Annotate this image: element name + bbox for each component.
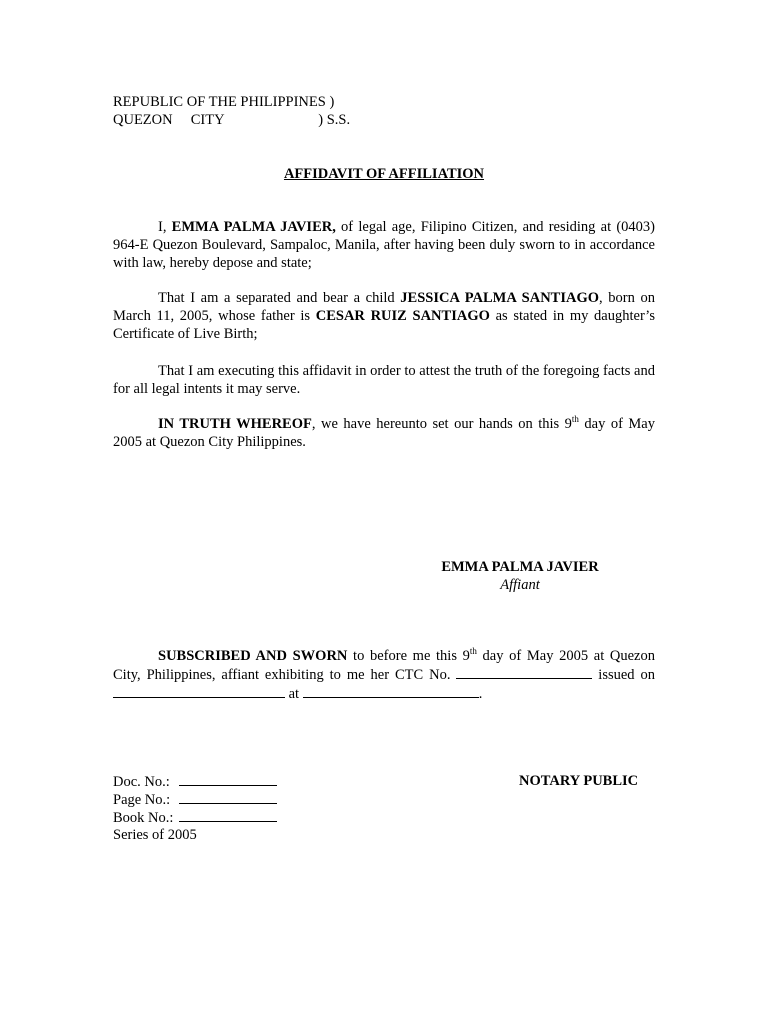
jurat-end: . <box>478 686 483 702</box>
paragraph-jurat <box>113 647 655 703</box>
father-name: CESAR RUIZ SANTIAGO <box>315 308 490 324</box>
truth-whereof: IN TRUTH WHEREOF <box>158 416 312 432</box>
subscribed-sworn: SUBSCRIBED AND SWORN <box>158 648 348 664</box>
book-no-label: Book No.: <box>113 810 174 826</box>
affiant-name: EMMA PALMA JAVIER, <box>171 219 336 235</box>
book-no-row <box>113 808 277 826</box>
notary-public-label: NOTARY PUBLIC <box>519 773 639 789</box>
signature-name: EMMA PALMA JAVIER <box>441 559 599 575</box>
para2-lead: That I am a separated and bear a child <box>158 290 401 306</box>
page-no-blank <box>179 790 277 804</box>
doc-no-row <box>113 772 277 790</box>
para2-rest: as stated in my daughter’s Certificate of Live Birth; <box>113 308 655 342</box>
ctc-number-blank <box>456 665 592 679</box>
document-title: AFFIDAVIT OF AFFILIATION <box>283 166 485 182</box>
signature-block <box>420 558 620 594</box>
issued-on-blank <box>113 684 285 698</box>
doc-info-block <box>113 772 277 844</box>
venue-line-1: REPUBLIC OF THE PHILIPPINES ) <box>113 94 335 110</box>
jurat-text4: at <box>285 686 303 702</box>
page-no-row <box>113 790 277 808</box>
para4-text1: , we have hereunto set our hands on this 9 <box>311 416 572 432</box>
paragraph-truth-whereof <box>113 415 655 451</box>
doc-no-blank <box>179 772 277 786</box>
jurat-text2: day of May 2005 at Quezon City, Philippines, affiant exhibiting to me her CTC No. <box>113 648 655 683</box>
para1-rest: of legal age, Filipino Citizen, and residing at (0403) 964-E Quezon Boulevard, Sampaloc, Manila, after having been duly sworn to in accordance with law, hereby depose and state; <box>113 219 655 271</box>
paragraph-purpose: That I am executing this affidavit in order to attest the truth of the foregoing facts and for all legal intents it may serve. <box>113 363 655 397</box>
jurat-text1: to before me this 9 <box>347 648 470 664</box>
para2-mid: , born on March 11, 2005, whose father is <box>113 290 655 324</box>
page-no-label: Page No.: <box>113 792 171 808</box>
para4-text2: day of May 2005 at Quezon City Philippines. <box>113 416 655 450</box>
paragraph-child <box>113 289 655 343</box>
signature-role: Affiant <box>500 577 540 593</box>
jurat-sup: th <box>469 646 477 657</box>
venue-line-2: QUEZON CITY ) S.S. <box>113 112 351 128</box>
jurat-text3: issued on <box>592 667 655 683</box>
book-no-blank <box>179 808 277 822</box>
doc-no-label: Doc. No.: <box>113 774 170 790</box>
para4-sup: th <box>571 414 579 425</box>
paragraph-affiant-identity <box>113 218 655 272</box>
para1-lead: I, <box>158 219 172 235</box>
series-row: Series of 2005 <box>113 827 197 843</box>
venue-block <box>113 93 350 129</box>
child-name: JESSICA PALMA SANTIAGO <box>400 290 600 306</box>
issued-at-blank <box>303 684 479 698</box>
